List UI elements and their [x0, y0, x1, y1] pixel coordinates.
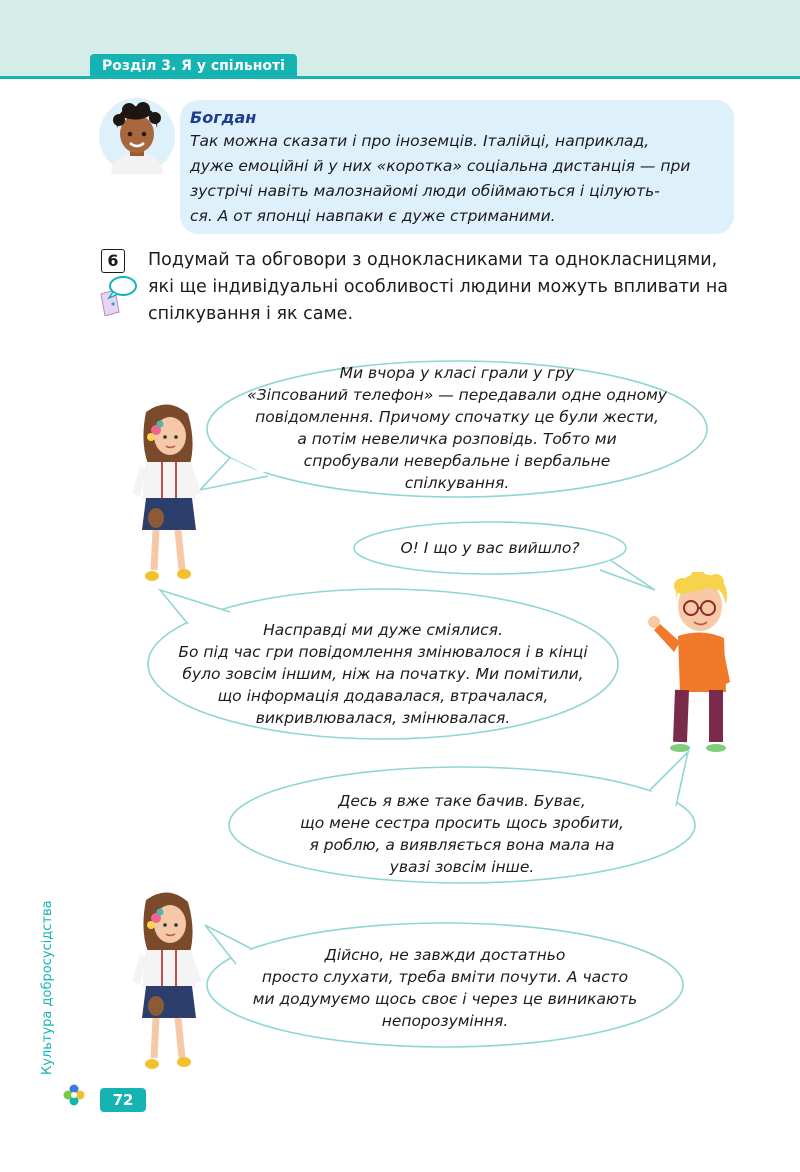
flower-logo-icon	[62, 1083, 86, 1107]
bubble-line: викривлювалася, змінювалася.	[255, 709, 511, 727]
task-line: які ще індивідуальні особливості людини можуть впливати на	[148, 277, 728, 297]
bubble-line: Дійсно, не завжди достатньо	[324, 946, 566, 964]
bubble-line: повідомлення. Причому спочатку це були жести,	[255, 408, 659, 426]
bubble-line: увазі зовсім інше.	[389, 858, 535, 876]
bogdan-line: зустрічі навіть малознайомі люди обіймаються і цілують-	[190, 182, 660, 200]
bogdan-line: ся. А от японці навпаки є дуже стриманими.	[190, 207, 556, 225]
bubble-2-text	[360, 537, 620, 559]
section-label: Розділ 3. Я у спільноті	[90, 54, 297, 78]
task-line: спілкування і як саме.	[148, 304, 354, 324]
girl-illustration	[132, 402, 206, 588]
boy-illustration	[646, 572, 734, 754]
bubble-line: О! І що у вас вийшло?	[400, 539, 580, 557]
bubble-5-text	[214, 944, 676, 1032]
bubble-line: спілкування.	[404, 474, 510, 492]
side-label: Культура добросусідства	[40, 900, 55, 1075]
bubble-line: «Зіпсований телефон» — передавали одне одному	[247, 386, 667, 404]
bogdan-name: Богдан	[190, 108, 257, 127]
bubble-4-text	[240, 790, 684, 878]
bubble-line: Десь я вже таке бачив. Буває,	[338, 792, 586, 810]
page-number: 72	[100, 1088, 146, 1112]
bubble-line: спробували невербальне і вербальне	[303, 452, 611, 470]
bubble-line: просто слухати, треба вміти почути. А часто	[261, 968, 629, 986]
bubble-line: ми додумуємо щось своє і через це виникають	[252, 990, 638, 1008]
bogdan-line: Так можна сказати і про іноземців. Італійці, наприклад,	[190, 132, 650, 150]
bubble-3-text	[150, 619, 616, 729]
task-number: 6	[101, 249, 125, 273]
bubble-line: що мене сестра просить щось зробити,	[300, 814, 624, 832]
bubble-line: Бо під час гри повідомлення змінювалося і в кінці	[178, 643, 588, 661]
bogdan-line: дуже емоційні й у них «коротка» соціальна дистанція — при	[190, 157, 691, 175]
bubble-line: непорозуміння.	[381, 1012, 509, 1030]
bubble-line: було зовсім іншим, ніж на початку. Ми помітили,	[182, 665, 584, 683]
bubble-1-text	[207, 362, 707, 494]
bubble-line: Насправді ми дуже сміялися.	[263, 621, 503, 639]
task-line: Подумай та обговори з однокласниками та однокласницями,	[148, 250, 718, 270]
bubble-line: що інформація додавалася, втрачалася,	[217, 687, 549, 705]
girl-illustration-2	[132, 890, 206, 1076]
bubble-line: а потім невеличка розповідь. Тобто ми	[297, 430, 617, 448]
bubble-line: Ми вчора у класі грали у гру	[339, 364, 575, 382]
bubble-line: я роблю, а виявляється вона мала на	[309, 836, 615, 854]
